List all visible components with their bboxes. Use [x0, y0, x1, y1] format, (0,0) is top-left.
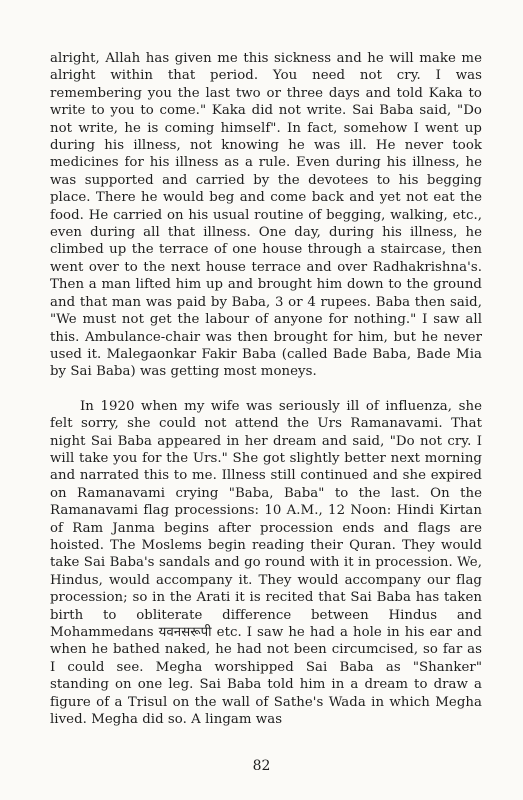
paragraph-2: In 1920 when my wife was seriously ill of influenza, she felt sorry, she could not attend the Urs Ramanavami. That night Sai Baba appeared in her dream and said, "Do not cry. I will take you for the Urs." She got slightly better next morning and narrated this to me. Illness still continued and she expired on Ramanavami crying "Baba, Baba" to the last. On the Ramanavami flag processions: 10 A.M., 12 Noon: Hindi Kirtan of Ram Janma begins after procession ends and flags are hoisted. The Moslems begin reading their Quran. They would take Sai Baba's sandals and go round with it in procession. We, Hindus, would accompany it. They would accompany our flag procession; so in the Arati it is recited that Sai Baba has taken birth to obliterate difference between Hindus and Mohammedans यवनसरूपी etc. I saw he had a hole in his ear and when he bathed naked, he had not been circumcised, so far as I could see. Megha worshipped Sai Baba as "Shanker" standing on one leg. Sai Baba told him in a dream to draw a figure of a Trisul on the wall of Sathe's Wada in which Megha lived. Megha did so. A lingam was	[50, 398, 482, 728]
paragraph-1: alright, Allah has given me this sickness and he will make me alright within that period. You need not cry. I was remembering you the last two or three days and told Kaka to write to you to come." Kaka did not write. Sai Baba said, "Do not write, he is coming himself". In fact, somehow I went up during his illness, not knowing he was ill. He never took medicines for his illness as a rule. Even during his illness, he was supported and carried by the devotees to his begging place. There he would beg and come back and yet not eat the food. He carried on his usual routine of begging, walking, etc., even during all that illness. One day, during his illness, he climbed up the terrace of one house through a staircase, then went over to the next house terrace and over Radhakrishna's. Then a man lifted him up and brought him down to the ground and that man was paid by Baba, 3 or 4 rupees. Baba then said, "We must not get the labour of anyone for nothing." I saw all this. Ambulance-chair was then brought for him, but he never used it. Malegaonkar Fakir Baba (called Bade Baba, Bade Mia by Sai Baba) was getting most moneys.	[50, 51, 482, 380]
document-page	[50, 50, 482, 740]
page-number: 82	[252, 758, 271, 774]
